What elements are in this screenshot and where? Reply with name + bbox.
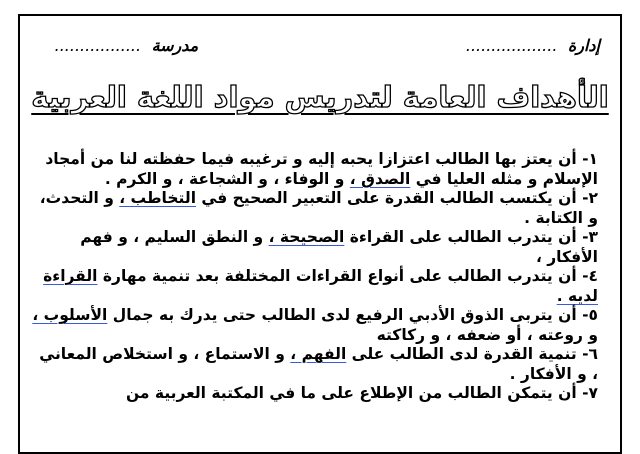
admin-field [465,36,600,55]
school-field [54,36,198,55]
objective-number: ١- [582,150,598,168]
objective-number: ٥- [582,306,598,324]
objective-highlight: التخاطب ، [119,189,197,207]
objective-highlight: الصحيحة ، [268,228,345,246]
objective-item [30,189,598,228]
objective-number: ٢- [582,189,598,207]
objective-number: ٧- [582,384,598,402]
objective-highlight: الفهم ، [290,345,347,363]
objective-text-end: و روعته ، أو ضعفه ، و ركاكته [376,325,598,344]
objective-text: تنمية القدرة لدى الطالب على [346,345,577,363]
objective-text: أن يتدرب الطالب على القراءة [344,228,577,246]
objective-text-end: و التحدث، و الكتابة . [39,189,598,227]
objective-item [30,345,598,384]
admin-dots: .................. [465,36,557,55]
objective-highlight: القراءة لديه . [43,267,598,305]
objective-number: ٦- [582,345,598,363]
objective-number: ٣- [582,228,598,246]
objective-item [30,150,598,189]
objective-number: ٤- [582,267,598,285]
objective-text: أن يتمكن الطالب من الإطلاع على ما في المكتبة العربية من [125,384,577,402]
objective-item [30,384,598,404]
page-title: الأهداف العامة لتدريس مواد اللغة العربية [31,80,609,114]
objective-highlight: الأسلوب ، [32,306,108,324]
objectives-list [30,150,598,404]
header-row [40,36,600,62]
objective-text-end: و النطق السليم ، و فهم الأفكار ، [80,228,598,266]
objective-item [30,267,598,306]
objective-item [30,228,598,267]
objective-text: أن يتدرب الطالب على أنواع القراءات المختلفة بعد تنمية مهارة [97,267,577,285]
admin-label: إدارة [567,36,600,55]
objective-text: أن يتربى الذوق الأدبي الرفيع لدى الطالب حتى يدرك به جمال [107,306,577,324]
objective-item [30,306,598,345]
objective-highlight: الصدق ، [349,169,411,188]
objective-text-end: و الوفاء ، و الشجاعة ، و الكرم . [104,169,350,188]
school-dots: ................. [54,36,141,55]
objective-text: أن يعتز بها الطالب اعتزازا يحبه إليه و ترغيبه فيما حفظته لنا من أمجاد الإسلام و مثله العليا في [45,150,598,188]
objective-text: أن يكتسب الطالب القدرة على التعبير الصحيح في [196,189,577,207]
objective-text-end: و الاستماع ، و استخلاص المعاني ، و الأفكار . [39,345,598,383]
school-label: مدرسة [151,36,199,55]
